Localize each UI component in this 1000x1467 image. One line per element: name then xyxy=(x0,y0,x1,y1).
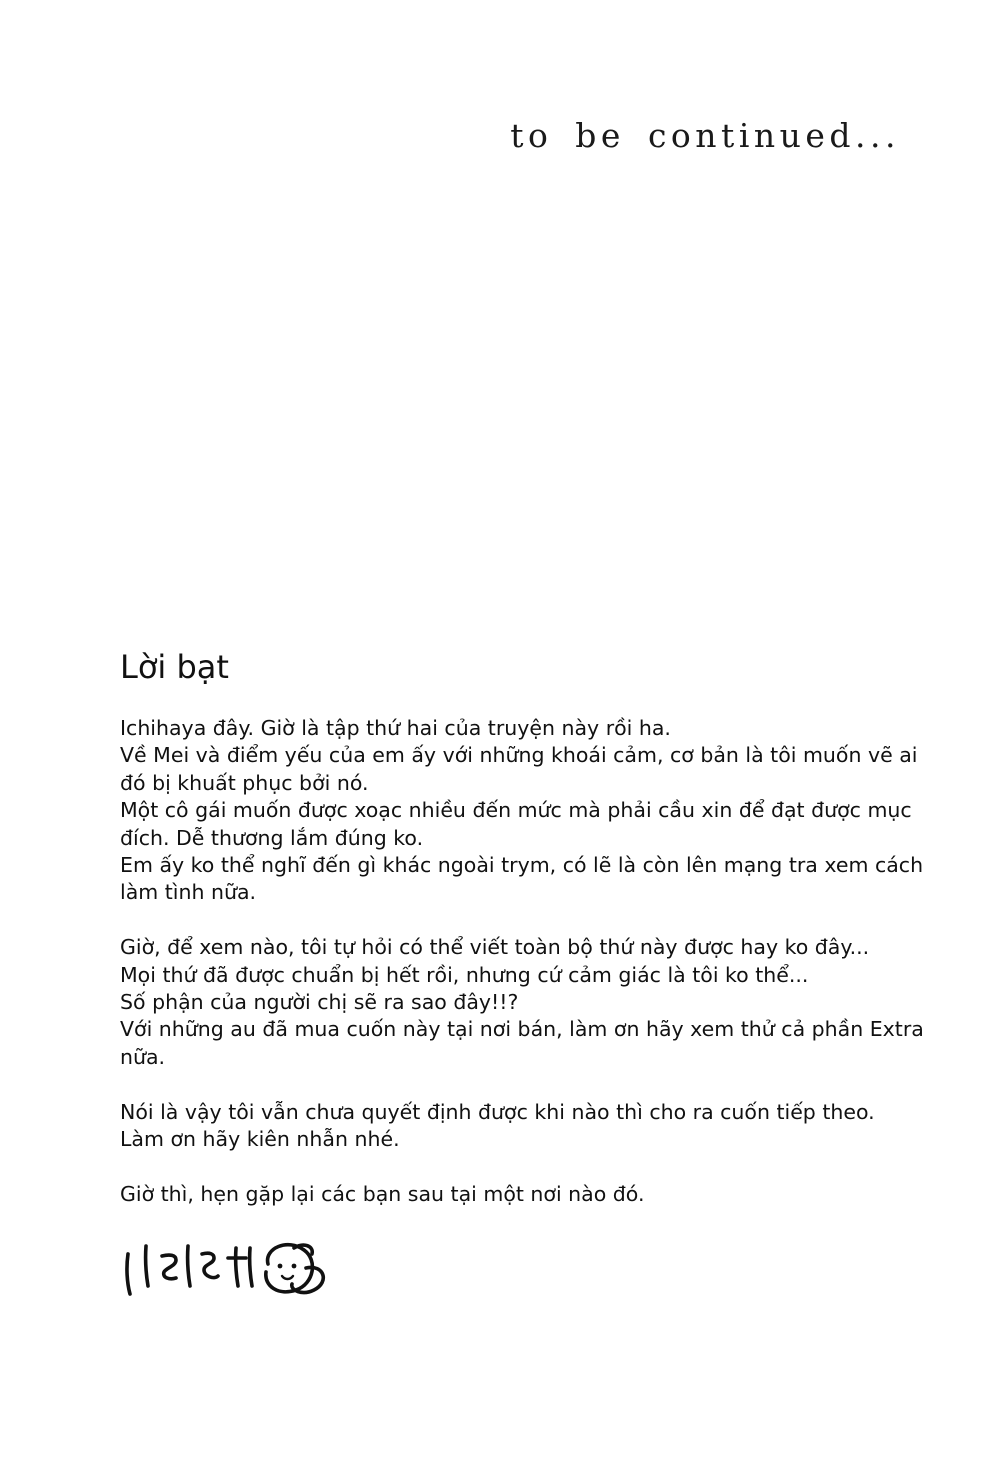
afterword-line: làm tình nữa. xyxy=(120,880,257,905)
paragraph-gap xyxy=(120,907,920,934)
afterword-line: Làm ơn hãy kiên nhẫn nhé. xyxy=(120,1127,400,1152)
afterword-line: Em ấy ko thể nghĩ đến gì khác ngoài trym, có lẽ là còn lên mạng tra xem cách xyxy=(120,853,924,878)
afterword-body xyxy=(120,715,924,1208)
afterword-line: Với những au đã mua cuốn này tại nơi bán, làm ơn hãy xem thử cả phần Extra xyxy=(120,1017,924,1042)
afterword-line: đích. Dễ thương lắm đúng ko. xyxy=(120,825,424,850)
afterword-line: Về Mei và điểm yếu của em ấy với những khoái cảm, cơ bản là tôi muốn vẽ ai xyxy=(120,743,918,768)
to-be-continued-text: to be continued... xyxy=(510,116,900,155)
paragraph-gap xyxy=(120,1153,920,1180)
afterword-line: đó bị khuất phục bởi nó. xyxy=(120,770,369,795)
signature-icon xyxy=(118,1228,358,1308)
afterword-line: Số phận của người chị sẽ ra sao đây!!? xyxy=(120,990,519,1015)
afterword-line: Giờ thì, hẹn gặp lại các bạn sau tại một nơi nào đó. xyxy=(120,1181,645,1206)
afterword-line: nữa. xyxy=(120,1044,166,1069)
afterword-line: Một cô gái muốn được xoạc nhiều đến mức mà phải cầu xin để đạt được mục xyxy=(120,798,912,823)
afterword-line: Giờ, để xem nào, tôi tự hỏi có thể viết toàn bộ thứ này được hay ko đây... xyxy=(120,935,870,960)
afterword-section xyxy=(120,645,924,1208)
afterword-line: Nói là vậy tôi vẫn chưa quyết định được khi nào thì cho ra cuốn tiếp theo. xyxy=(120,1099,875,1124)
afterword-line: Ichihaya đây. Giờ là tập thứ hai của truyện này rồi ha. xyxy=(120,716,671,740)
paragraph-gap xyxy=(120,1071,920,1098)
afterword-title: Lời bạt xyxy=(120,648,229,686)
afterword-line: Mọi thứ đã được chuẩn bị hết rồi, nhưng cứ cảm giác là tôi ko thể... xyxy=(120,962,809,987)
